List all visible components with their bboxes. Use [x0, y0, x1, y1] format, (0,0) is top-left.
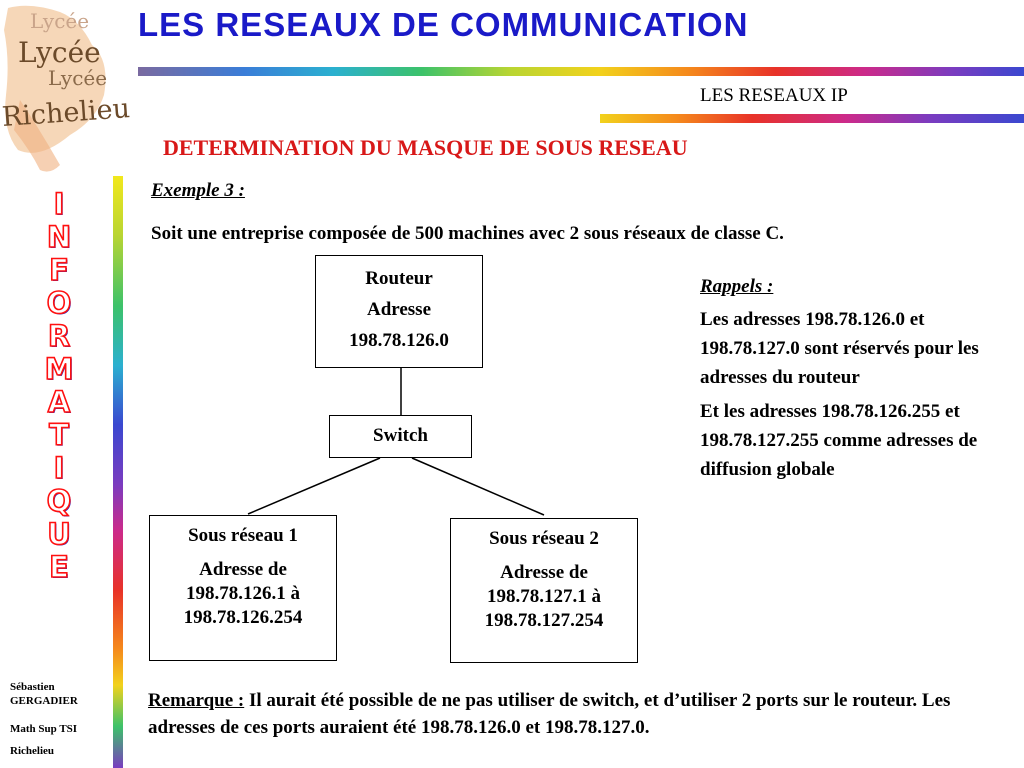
- rainbow-divider-top: [138, 67, 1024, 76]
- page-title: LES RESEAUX DE COMMUNICATION: [138, 6, 749, 43]
- course-name: Math Sup TSI: [10, 723, 78, 735]
- example-label: Exemple 3 :: [151, 180, 245, 201]
- vertical-letter: F: [49, 253, 71, 287]
- vertical-letter: A: [47, 385, 73, 419]
- remarque-block: [148, 687, 1008, 741]
- router-box: [315, 255, 483, 368]
- vertical-letter: M: [44, 352, 76, 386]
- subnet2-line1: Adresse de: [500, 562, 588, 583]
- section-subtitle: LES RESEAUX IP: [700, 85, 848, 106]
- rappels-label: Rappels :: [700, 276, 774, 297]
- rainbow-divider-subtitle: [600, 114, 1024, 123]
- rappels-para2: Et les adresses 198.78.126.255 et 198.78.127.255 comme adresses de diffusion globale: [700, 401, 978, 480]
- subnet2-line3: 198.78.127.254: [484, 610, 604, 631]
- lycee-richelieu-logo: [0, 0, 135, 180]
- switch-label: Switch: [373, 425, 428, 446]
- subnet2-title: Sous réseau 2: [489, 528, 599, 549]
- author-last-name: GERGADIER: [10, 695, 78, 707]
- logo-text-1: Lycée: [30, 9, 90, 33]
- remarque-label: Remarque :: [148, 690, 245, 711]
- logo-text-4: Richelieu: [0, 93, 131, 134]
- remarque-text: Il aurait été possible de ne pas utiliser de switch, et d’utiliser 2 ports sur le routeur. Les adresses de ces ports auraient été 198.78.126.0 et 198.78.127.0.: [148, 690, 951, 738]
- router-address: 198.78.126.0: [349, 330, 449, 351]
- subnet1-box: [149, 515, 337, 661]
- subnet2-line2: 198.78.127.1 à: [487, 586, 601, 607]
- vertical-informatique: [36, 188, 84, 584]
- rappels-para1: Les adresses 198.78.126.0 et 198.78.127.0 sont réservés pour les adresses du routeur: [700, 309, 979, 388]
- switch-subnet1-link: [248, 458, 380, 514]
- vertical-letter: I: [53, 451, 67, 485]
- vertical-letter: N: [46, 220, 74, 254]
- author-first-name: Sébastien: [10, 681, 55, 693]
- subnet1-title: Sous réseau 1: [188, 525, 298, 546]
- author-name: [10, 680, 78, 708]
- switch-box: [329, 415, 472, 458]
- school-name: Richelieu: [10, 745, 54, 757]
- subnet2-box: [450, 518, 638, 663]
- vertical-letter: Q: [46, 484, 74, 518]
- router-label: Routeur: [365, 268, 433, 289]
- subnet1-line2: 198.78.126.1 à: [186, 583, 300, 604]
- logo-text-3: Lycée: [48, 66, 108, 90]
- logo-text-2: Lycée: [18, 36, 101, 69]
- rappels-block: [700, 272, 990, 489]
- rainbow-divider-side: [113, 176, 123, 768]
- vertical-letter: R: [47, 319, 73, 353]
- switch-subnet2-link: [412, 458, 544, 515]
- vertical-letter: E: [49, 550, 71, 584]
- subnet1-line3: 198.78.126.254: [183, 607, 303, 628]
- subnet1-line1: Adresse de: [199, 559, 287, 580]
- slide-heading: DETERMINATION DU MASQUE DE SOUS RESEAU: [163, 135, 688, 160]
- vertical-letter: U: [47, 517, 73, 551]
- intro-text: Soit une entreprise composée de 500 machines avec 2 sous réseaux de classe C.: [151, 223, 784, 244]
- router-address-label: Adresse: [366, 299, 432, 320]
- vertical-letter: T: [49, 418, 71, 452]
- vertical-letter: O: [46, 286, 74, 320]
- vertical-letter: I: [53, 187, 67, 221]
